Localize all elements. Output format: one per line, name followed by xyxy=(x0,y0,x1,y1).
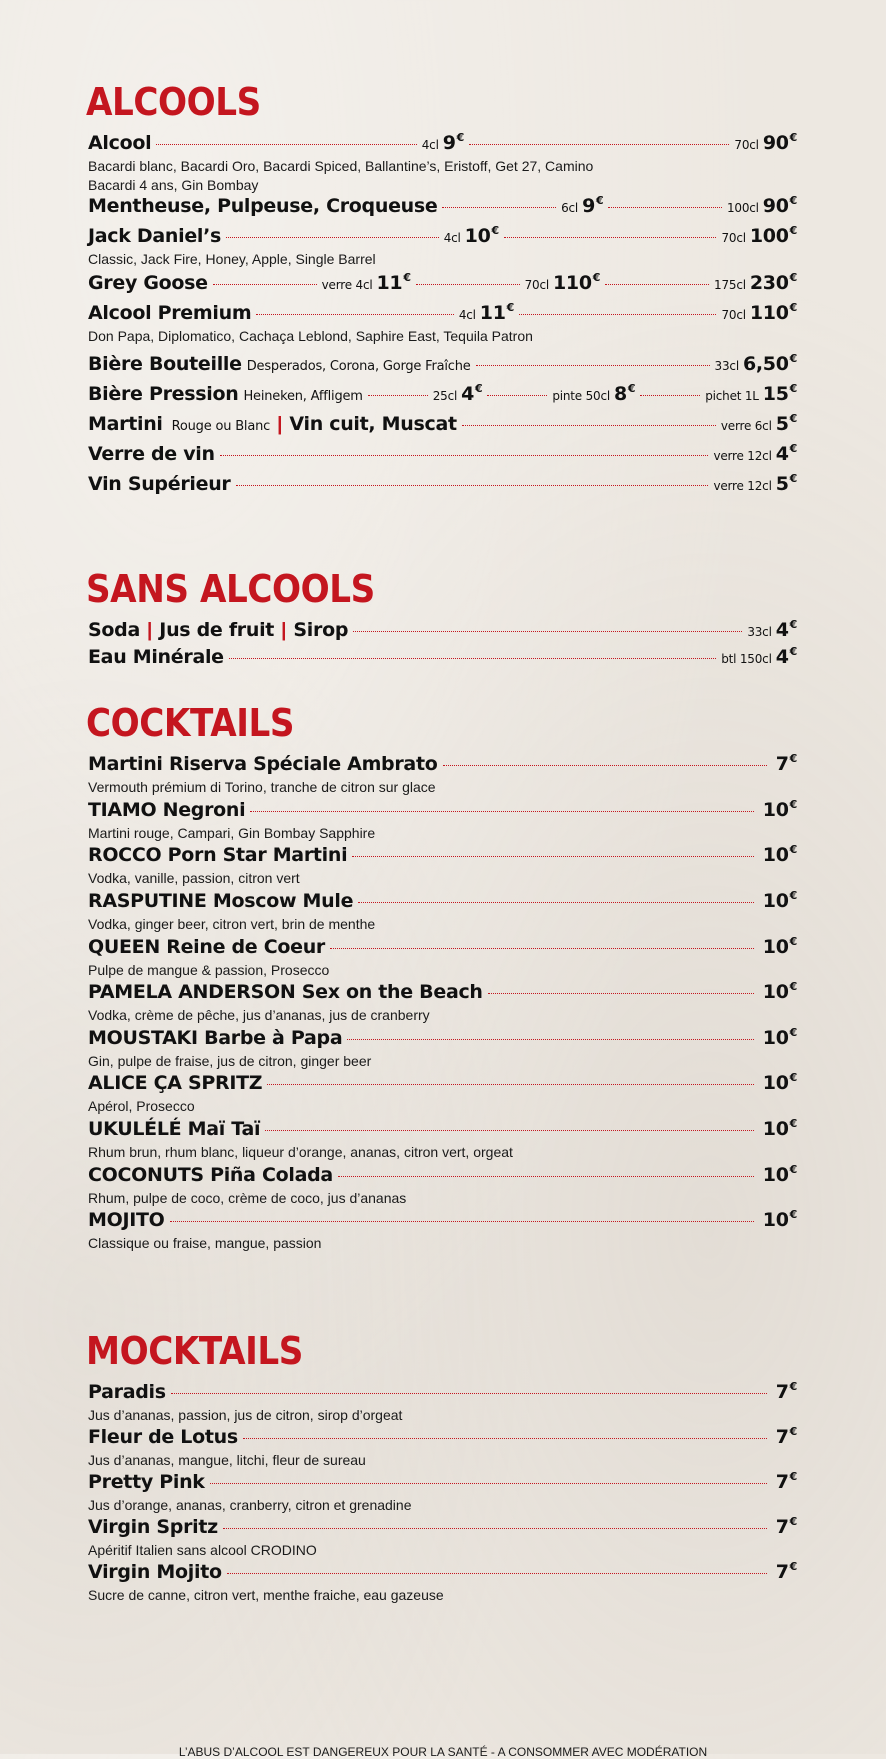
euro-sign: € xyxy=(789,1117,797,1130)
dotted-leader xyxy=(265,1130,754,1131)
dotted-leader xyxy=(358,902,754,903)
item-description: Jus d’orange, ananas, cranberry, citron et grenadine xyxy=(88,1497,412,1513)
price-volume: 175cl xyxy=(714,278,746,292)
section-title: ALCOOLS xyxy=(86,80,261,124)
price-volume: verre 12cl xyxy=(713,479,772,493)
price-amount: 10€ xyxy=(762,1117,797,1140)
price-amount: 10€ xyxy=(464,224,499,247)
price-amount: 7€ xyxy=(775,752,797,775)
item-row xyxy=(88,194,797,220)
menu-item xyxy=(88,382,797,408)
item-row xyxy=(88,1071,797,1097)
price-volume: verre 12cl xyxy=(713,449,772,463)
item-row xyxy=(88,1026,797,1052)
item-description: Sucre de canne, citron vert, menthe fraiche, eau gazeuse xyxy=(88,1587,444,1603)
price-volume: 70cl xyxy=(734,138,759,152)
price-volume: 70cl xyxy=(524,278,550,292)
euro-sign: € xyxy=(789,352,797,365)
item-row xyxy=(88,352,797,378)
item-row xyxy=(88,889,797,915)
price-amount: 110€ xyxy=(553,271,601,294)
dotted-leader xyxy=(488,993,754,994)
euro-sign: € xyxy=(789,271,798,284)
item-row xyxy=(88,301,797,327)
item-description: Don Papa, Diplomatico, Cachaça Leblond, Saphire East, Tequila Patron xyxy=(88,328,533,344)
dotted-leader xyxy=(519,314,716,315)
price-amount: 10€ xyxy=(762,1071,797,1094)
item-name: MOUSTAKI Barbe à Papa xyxy=(88,1027,343,1049)
dotted-leader xyxy=(236,485,709,486)
dotted-leader xyxy=(504,237,717,238)
price-amount: 6,50€ xyxy=(742,352,797,375)
euro-sign: € xyxy=(475,382,483,395)
euro-sign: € xyxy=(789,301,798,314)
price-volume: 4cl xyxy=(443,231,461,245)
euro-sign: € xyxy=(595,194,604,207)
euro-sign: € xyxy=(789,224,798,237)
price-amount: 90€ xyxy=(762,131,798,154)
item-name: Verre de vin xyxy=(88,443,215,465)
price-amount: 10€ xyxy=(762,1208,797,1231)
item-row xyxy=(88,271,797,297)
dotted-leader xyxy=(352,856,753,857)
euro-sign: € xyxy=(789,1515,797,1528)
item-row xyxy=(88,645,797,671)
item-subtitle: Desperados, Corona, Gorge Fraîche xyxy=(246,359,471,374)
menu-item xyxy=(88,1470,797,1515)
item-name: Pretty Pink xyxy=(88,1471,205,1493)
price-amount: 4€ xyxy=(461,382,483,405)
euro-sign: € xyxy=(789,645,797,658)
item-name: ROCCO Porn Star Martini xyxy=(88,844,348,866)
price-volume: 33cl xyxy=(747,625,772,639)
price-amount: 4€ xyxy=(775,442,797,465)
euro-sign: € xyxy=(789,1425,797,1438)
section-title: MOCKTAILS xyxy=(86,1329,303,1373)
menu-item xyxy=(88,1560,797,1605)
item-name: Alcool xyxy=(88,132,152,154)
item-name: RASPUTINE Moscow Mule xyxy=(88,890,354,912)
item-row xyxy=(88,1515,797,1541)
item-row xyxy=(88,1560,797,1586)
price-volume: verre 4cl xyxy=(321,278,373,292)
price-amount: 9€ xyxy=(582,194,604,217)
item-name: ALICE ÇA SPRITZ xyxy=(88,1072,263,1094)
price-volume: btl 150cl xyxy=(721,652,772,666)
dotted-leader xyxy=(338,1176,754,1177)
dotted-leader xyxy=(226,237,439,238)
euro-sign: € xyxy=(789,194,797,207)
item-name: Fleur de Lotus xyxy=(88,1426,238,1448)
item-row xyxy=(88,1380,797,1406)
euro-sign: € xyxy=(403,271,411,284)
menu-item xyxy=(88,1208,797,1253)
item-description: Rhum, pulpe de coco, crème de coco, jus d’ananas xyxy=(88,1190,407,1206)
menu-item xyxy=(88,224,797,269)
item-row xyxy=(88,442,797,468)
euro-sign: € xyxy=(789,1026,797,1039)
item-description: Bacardi blanc, Bacardi Oro, Bacardi Spiced, Ballantine’s, Eristoff, Get 27, Camino xyxy=(88,158,594,174)
dotted-leader xyxy=(256,314,453,315)
item-name: TIAMO Negroni xyxy=(88,799,246,821)
item-row xyxy=(88,472,797,498)
euro-sign: € xyxy=(506,301,514,314)
menu-item xyxy=(88,980,797,1025)
section-title: SANS ALCOOLS xyxy=(86,567,375,611)
item-name: QUEEN Reine de Coeur xyxy=(88,936,325,958)
menu-item xyxy=(88,442,797,468)
price-amount: 7€ xyxy=(775,1515,797,1538)
health-warning: L’ABUS D’ALCOOL EST DANGEREUX POUR LA SANTÉ - A CONSOMMER AVEC MODÉRATION xyxy=(178,1745,708,1759)
item-subtitle: Heineken, Affligem xyxy=(243,389,363,404)
price-amount: 100€ xyxy=(749,224,798,247)
dotted-leader xyxy=(210,1483,767,1484)
item-description: Apéritif Italien sans alcool CRODINO xyxy=(88,1542,317,1558)
price-amount: 10€ xyxy=(762,889,797,912)
item-name: Mentheuse, Pulpeuse, Croqueuse xyxy=(88,195,438,217)
price-amount: 10€ xyxy=(762,980,797,1003)
item-name: Bière Bouteille xyxy=(88,353,242,375)
euro-sign: € xyxy=(789,412,797,425)
dotted-leader xyxy=(170,1221,754,1222)
item-name: PAMELA ANDERSON Sex on the Beach xyxy=(88,981,483,1003)
item-name: Bière Pression xyxy=(88,383,239,405)
euro-sign: € xyxy=(789,131,798,144)
item-name: Alcool Premium xyxy=(88,302,252,324)
separator: | xyxy=(281,620,287,641)
item-name: Vin Supérieur xyxy=(88,473,231,495)
item-row xyxy=(88,1208,797,1234)
dotted-leader xyxy=(156,144,416,145)
item-description: Pulpe de mangue & passion, Prosecco xyxy=(88,962,330,978)
price-volume: 4cl xyxy=(421,138,439,152)
euro-sign: € xyxy=(789,1208,797,1221)
item-description: Jus d’ananas, mangue, litchi, fleur de sureau xyxy=(88,1452,366,1468)
dotted-leader xyxy=(213,284,317,285)
price-amount: 110€ xyxy=(749,301,798,324)
menu-item xyxy=(88,798,797,843)
dotted-leader xyxy=(220,455,709,456)
euro-sign: € xyxy=(789,752,797,765)
item-name: Eau Minérale xyxy=(88,646,224,668)
price-volume: verre 6cl xyxy=(720,419,772,433)
item-description: Vodka, vanille, passion, citron vert xyxy=(88,870,300,886)
price-volume: pinte 50cl xyxy=(552,389,610,403)
price-amount: 230€ xyxy=(749,271,798,294)
euro-sign: € xyxy=(491,224,499,237)
item-name-secondary: Jus de fruit xyxy=(159,619,275,641)
euro-sign: € xyxy=(789,889,797,902)
menu-item xyxy=(88,618,797,644)
price-amount: 10€ xyxy=(762,1163,797,1186)
euro-sign: € xyxy=(789,1071,797,1084)
euro-sign: € xyxy=(456,131,464,144)
menu-item xyxy=(88,1515,797,1560)
item-name: Virgin Spritz xyxy=(88,1516,218,1538)
item-name: Grey Goose xyxy=(88,272,208,294)
price-amount: 8€ xyxy=(614,382,636,405)
item-row xyxy=(88,752,797,778)
price-amount: 9€ xyxy=(442,131,464,154)
item-description: Gin, pulpe de fraise, jus de citron, ginger beer xyxy=(88,1053,372,1069)
item-description: Jus d’ananas, passion, jus de citron, sirop d’orgeat xyxy=(88,1407,403,1423)
menu-item xyxy=(88,935,797,980)
item-description: Vodka, ginger beer, citron vert, brin de menthe xyxy=(88,916,376,932)
item-row xyxy=(88,980,797,1006)
price-volume: 25cl xyxy=(432,389,458,403)
item-name: Soda xyxy=(88,619,140,641)
dotted-leader xyxy=(347,1039,753,1040)
dotted-leader xyxy=(476,365,710,366)
item-row xyxy=(88,412,797,438)
price-volume: 70cl xyxy=(721,308,746,322)
menu-item xyxy=(88,352,797,378)
item-row xyxy=(88,1425,797,1451)
separator: | xyxy=(146,620,153,641)
item-row xyxy=(88,1163,797,1189)
dotted-leader xyxy=(330,948,754,949)
euro-sign: € xyxy=(789,1163,797,1176)
dotted-leader xyxy=(416,284,520,285)
item-description: Vermouth prémium di Torino, tranche de citron sur glace xyxy=(88,779,436,795)
dotted-leader xyxy=(605,284,709,285)
dotted-leader xyxy=(442,207,556,208)
euro-sign: € xyxy=(789,472,797,485)
dotted-leader xyxy=(267,1084,754,1085)
item-row xyxy=(88,1470,797,1496)
menu-item xyxy=(88,1026,797,1071)
euro-sign: € xyxy=(789,382,797,395)
price-amount: 11€ xyxy=(479,301,514,324)
item-name: Martini Riserva Spéciale Ambrato xyxy=(88,753,438,775)
menu-item xyxy=(88,843,797,888)
euro-sign: € xyxy=(789,1470,797,1483)
dotted-leader xyxy=(250,811,753,812)
item-name-secondary: Vin cuit, Muscat xyxy=(289,413,457,435)
euro-sign: € xyxy=(789,935,797,948)
price-amount: 90€ xyxy=(762,194,797,217)
price-amount: 10€ xyxy=(762,935,797,958)
dotted-leader xyxy=(353,631,742,632)
item-description: Vodka, crème de pêche, jus d’ananas, jus de cranberry xyxy=(88,1007,430,1023)
item-row xyxy=(88,935,797,961)
euro-sign: € xyxy=(789,618,797,631)
item-description: Classique ou fraise, mangue, passion xyxy=(88,1235,322,1251)
dotted-leader xyxy=(229,658,716,659)
item-description: Classic, Jack Fire, Honey, Apple, Single Barrel xyxy=(88,251,376,267)
item-name: MOJITO xyxy=(88,1209,165,1231)
item-row xyxy=(88,798,797,824)
menu-item xyxy=(88,271,797,297)
menu-item xyxy=(88,412,797,438)
dotted-leader xyxy=(243,1438,767,1439)
section-title: COCKTAILS xyxy=(86,701,295,745)
euro-sign: € xyxy=(789,442,797,455)
dotted-leader xyxy=(171,1393,767,1394)
price-volume: 70cl xyxy=(721,231,746,245)
price-amount: 10€ xyxy=(762,843,797,866)
menu-item xyxy=(88,1163,797,1208)
menu-item xyxy=(88,1071,797,1116)
price-amount: 10€ xyxy=(762,798,797,821)
price-amount: 5€ xyxy=(775,412,797,435)
price-amount: 7€ xyxy=(775,1380,797,1403)
menu-item xyxy=(88,131,797,195)
menu-item xyxy=(88,645,797,671)
price-volume: 33cl xyxy=(714,359,739,373)
item-description: Martini rouge, Campari, Gin Bombay Sapphire xyxy=(88,825,376,841)
item-row xyxy=(88,1117,797,1143)
item-name: COCONUTS Piña Colada xyxy=(88,1164,333,1186)
price-amount: 10€ xyxy=(762,1026,797,1049)
menu-item xyxy=(88,194,797,220)
price-amount: 7€ xyxy=(775,1425,797,1448)
dotted-leader xyxy=(368,395,428,396)
dotted-leader xyxy=(443,765,767,766)
dotted-leader xyxy=(640,395,700,396)
price-volume: pichet 1L xyxy=(705,389,759,403)
menu-item xyxy=(88,1117,797,1162)
price-volume: 6cl xyxy=(561,201,579,215)
item-row xyxy=(88,843,797,869)
menu-item xyxy=(88,752,797,797)
dotted-leader xyxy=(462,425,716,426)
dotted-leader xyxy=(487,395,547,396)
dotted-leader xyxy=(227,1573,767,1574)
euro-sign: € xyxy=(592,271,601,284)
euro-sign: € xyxy=(789,798,797,811)
menu-item xyxy=(88,1425,797,1470)
euro-sign: € xyxy=(789,980,797,993)
item-name: Jack Daniel’s xyxy=(88,225,222,247)
item-row xyxy=(88,618,797,644)
item-subtitle: Rouge ou Blanc xyxy=(171,419,271,434)
item-row xyxy=(88,382,797,408)
price-volume: 4cl xyxy=(458,308,476,322)
menu-item xyxy=(88,472,797,498)
item-row xyxy=(88,224,797,250)
price-amount: 5€ xyxy=(775,472,797,495)
menu-item xyxy=(88,889,797,934)
item-name: UKULÉLÉ Maï Taï xyxy=(88,1118,261,1140)
dotted-leader xyxy=(469,144,729,145)
item-description: Apérol, Prosecco xyxy=(88,1098,195,1114)
dotted-leader xyxy=(608,207,722,208)
price-amount: 7€ xyxy=(775,1560,797,1583)
item-name: Paradis xyxy=(88,1381,166,1403)
item-name: Martini xyxy=(88,413,163,435)
price-amount: 4€ xyxy=(775,645,797,668)
euro-sign: € xyxy=(789,1560,797,1573)
item-name: Virgin Mojito xyxy=(88,1561,222,1583)
euro-sign: € xyxy=(789,1380,797,1393)
item-row xyxy=(88,131,797,157)
item-description: Rhum brun, rhum blanc, liqueur d’orange, ananas, citron vert, orgeat xyxy=(88,1144,513,1160)
euro-sign: € xyxy=(789,843,797,856)
separator: | xyxy=(277,414,283,435)
price-amount: 4€ xyxy=(775,618,797,641)
price-amount: 7€ xyxy=(775,1470,797,1493)
dotted-leader xyxy=(223,1528,767,1529)
euro-sign: € xyxy=(627,382,636,395)
item-description: Bacardi 4 ans, Gin Bombay xyxy=(88,177,259,193)
price-volume: 100cl xyxy=(726,201,759,215)
menu-item xyxy=(88,1380,797,1425)
menu-item xyxy=(88,301,797,346)
price-amount: 11€ xyxy=(376,271,411,294)
price-amount: 15€ xyxy=(762,382,797,405)
item-name-tertiary: Sirop xyxy=(293,619,349,641)
